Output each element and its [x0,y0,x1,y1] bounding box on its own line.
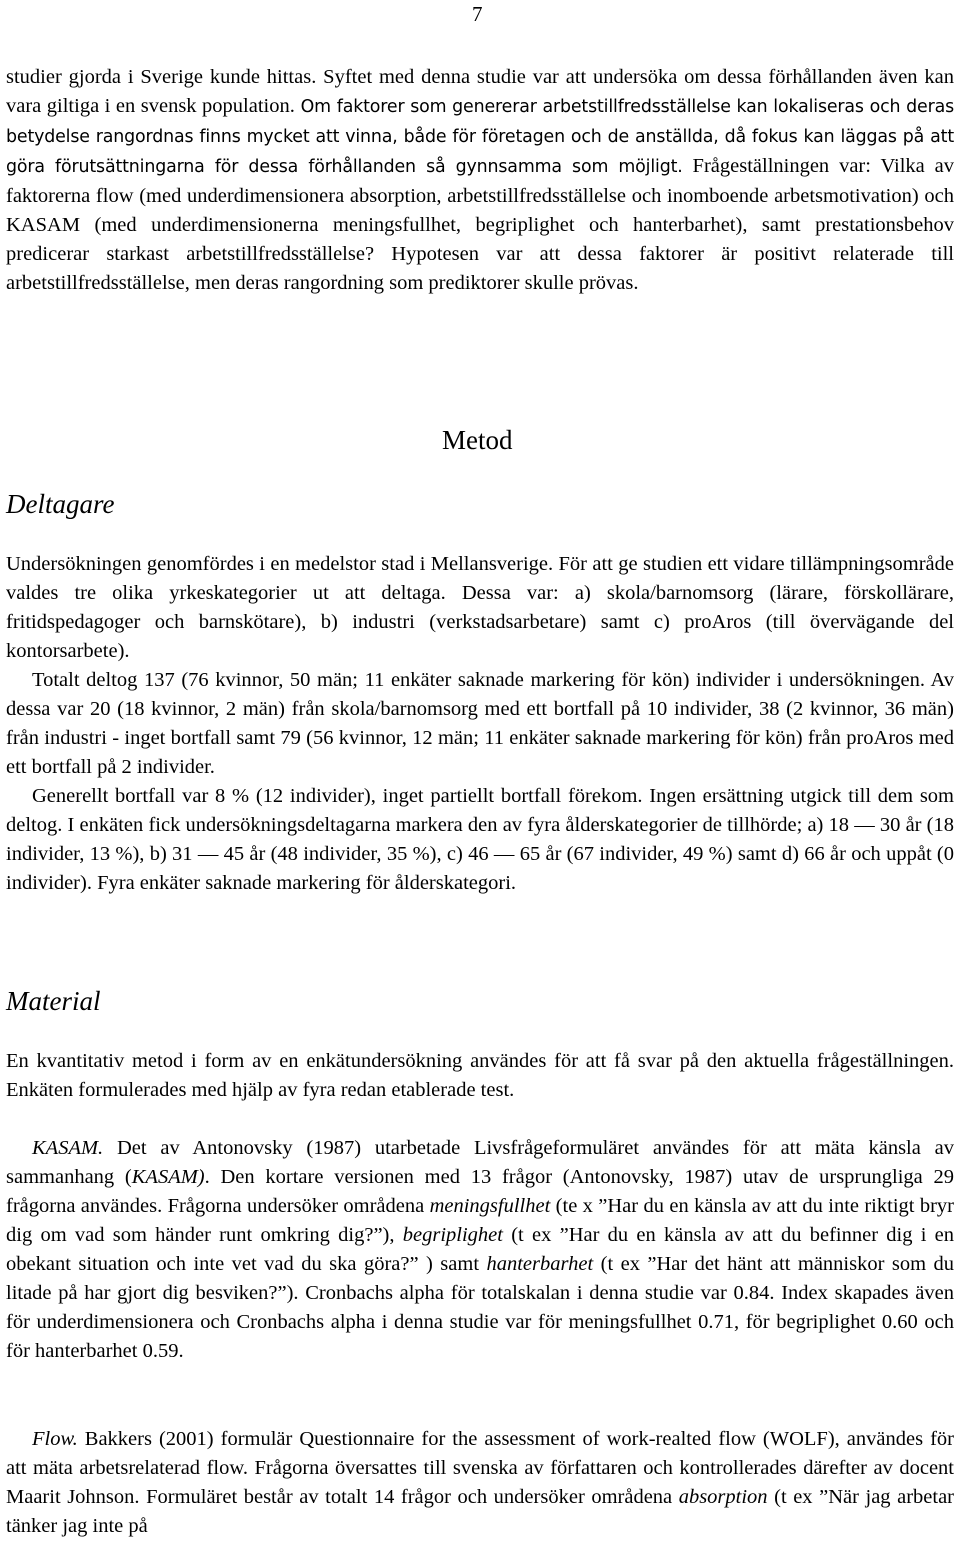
kasam-text-2: . Den kortare versionen med 13 frågor (Antonovsky, 1987) utav de ursprungliga 29 frågorna användes. Frågorna undersöker områdena [6,1166,954,1217]
flow-text-2: (t ex ”När jag arbetar tänker jag inte på [6,1486,954,1537]
flow-section [6,1425,954,1541]
kasam-paragraph [6,1134,954,1366]
intro-section [6,63,954,298]
participants-section [6,550,954,898]
flow-term-absorption: absorption [678,1486,768,1508]
kasam-term-manageability: hanterbarhet [486,1253,594,1275]
material-section [6,1047,954,1105]
kasam-section [6,1134,954,1366]
participants-paragraph-3: Generellt bortfall var 8 % (12 individer), inget partiellt bortfall förekom. Ingen ersättning utgick till dem som deltog. I enkäten fick undersökningsdeltagarna markera den av fyra ålderskategorier de tillhörde; a) 18 — 30 år (18 individer, 13 %), b) 31 — 45 år (48 individer, 35 %), c) 46 — 65 år (67 individer, 49 %) samt d) 66 år och uppåt (0 individer). Fyra enkäter saknade markering för ålderskategori. [6,785,954,894]
intro-text-serif-b: Frågeställningen var: Vilka av faktorerna flow (med underdimensionera absorption, arbetstillfredsställelse och inomboende arbetsmotivation) och KASAM (med underdimensionerna meningsfullhet, begriplighet och hanterbarhet), samt prestationsbehov predicerar starkast arbetstillfredsställelse? Hypotesen var att dessa faktorer är positivt relaterade till arbetstillfredsställelse, men deras rangordning som prediktorer skulle prövas. [6,155,955,294]
kasam-lead: KASAM. [32,1137,104,1159]
intro-text-serif-a: studier gjorda i Sverige kunde hittas. Syftet med denna studie var att undersöka om dessa förhållanden även kan vara giltiga i en svensk population. [6,66,954,117]
method-heading: Metod [442,425,513,455]
material-paragraph-1: En kvantitativ metod i form av en enkätundersökning användes för att få svar på den aktuella frågeställningen. Enkäten formulerades med hjälp av fyra redan etablerade test. [6,1050,954,1101]
kasam-text-1: Det av Antonovsky (1987) utarbetade Livsfrågeformuläret användes för att mäta känsla av sammanhang ( [6,1137,954,1188]
flow-lead: Flow. [32,1428,78,1450]
kasam-abbr: KASAM) [131,1166,205,1188]
kasam-text-5: (t ex ”Har det hänt att människor som du litade på har gjort dig besviken?”). Cronbachs alpha för totalskalan i denna studie var 0.84. Index skapades även för underdimensionera och Cronbachs alpha i denna studie var för meningsfullhet 0.71, för begriplighet 0.60 och för hanterbarhet 0.59. [6,1253,955,1362]
participants-heading: Deltagare [6,489,115,519]
intro-paragraph [6,63,954,298]
participants-paragraph-1: Undersökningen genomfördes i en medelstor stad i Mellansverige. För att ge studien ett vidare tillämpningsområde valdes tre olika yrkeskategorier ut att deltaga. Dessa var: a) skola/barnomsorg (lärare, förskollärare, fritidspedagoger och barnskötare), b) industri (verkstadsarbetare) samt c) proAros (till övervägande del kontorsarbete). [6,553,954,662]
participants-paragraph-2: Totalt deltog 137 (76 kvinnor, 50 män; 11 enkäter saknade markering för kön) individer i undersökningen. Av dessa var 20 (18 kvinnor, 2 män) från skola/barnomsorg med ett bortfall på 10 individer, 38 (2 kvinnor, 36 män) från industri - inget bortfall samt 79 (56 kvinnor, 12 män; 11 enkäter saknade markering för kön) från proAros med ett bortfall på 2 individer. [6,669,954,778]
kasam-term-meaning: meningsfullhet [429,1195,551,1217]
flow-text-1: Bakkers (2001) formulär Questionnaire for the assessment of work-realted flow (WOLF), användes för att mäta arbetsrelaterad flow. Frågorna översattes till svenska av författaren och kontrollerades därefter av docent Maarit Johnson. Formuläret består av totalt 14 frågor och undersöker områdena [6,1428,954,1508]
kasam-text-4: (t ex ”Har du en känsla av att du befinner dig i en obekant situation och inte vet vad du ska göra?” ) samt [6,1224,955,1275]
kasam-text-3: (te x ”Har du en känsla av att du inte riktigt bryr dig om vad som händer runt omkring dig?”), [6,1195,954,1246]
kasam-term-comprehensibility: begriplighet [402,1224,503,1246]
intro-text-sans: Om faktorer som genererar arbetstillfredsställelse kan lokaliseras och deras betydelse rangordnas finns mycket att vinna, både för företagen och de anställda, då fokus kan läggas på att göra förutsättningarna för dessa förhållanden så gynnsamma som möjligt. [6,97,954,177]
page-number: 7 [472,2,483,26]
flow-paragraph [6,1425,954,1541]
material-heading: Material [6,986,101,1016]
